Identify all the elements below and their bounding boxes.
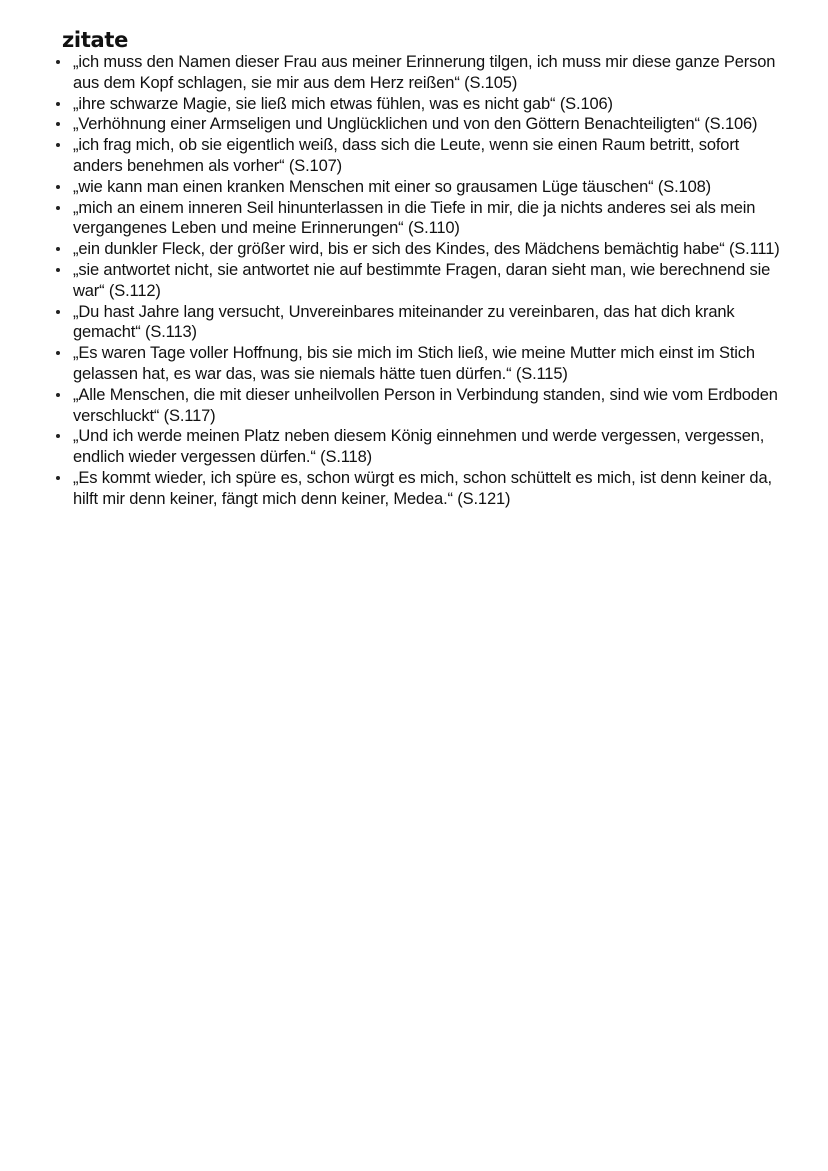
- bullet-icon: [56, 102, 60, 106]
- bullet-icon: [56, 122, 60, 126]
- list-item: [56, 52, 786, 94]
- list-item: [56, 239, 786, 260]
- bullet-icon: [56, 60, 60, 64]
- bullet-icon: [56, 393, 60, 397]
- page-title: zitate: [62, 28, 129, 52]
- list-item: [56, 343, 786, 385]
- list-item: [56, 177, 786, 198]
- list-item: [56, 385, 786, 427]
- bullet-icon: [56, 351, 60, 355]
- quote-text: „Es kommt wieder, ich spüre es, schon würgt es mich, schon schüttelt es mich, ist denn keiner da, hilft mir denn keiner, fängt mich denn keiner, Medea.“ (S.121): [73, 468, 772, 508]
- list-item: [56, 426, 786, 468]
- list-item: [56, 114, 786, 135]
- bullet-icon: [56, 268, 60, 272]
- quote-text: „Du hast Jahre lang versucht, Unvereinbares miteinander zu vereinbaren, das hat dich krank gemacht“ (S.113): [73, 302, 735, 342]
- quote-list: [56, 52, 786, 510]
- list-item: [56, 94, 786, 115]
- quote-text: „Verhöhnung einer Armseligen und Unglücklichen und von den Göttern Benachteiligten“ (S.106): [73, 115, 758, 134]
- list-item: [56, 135, 786, 177]
- list-item: [56, 198, 786, 240]
- bullet-icon: [56, 434, 60, 438]
- bullet-icon: [56, 206, 60, 210]
- quote-text: „Es waren Tage voller Hoffnung, bis sie mich im Stich ließ, wie meine Mutter mich einst im Stich gelassen hat, es war das, was sie niemals hätte tuen dürfen.“ (S.115): [73, 344, 755, 383]
- quote-text: „Alle Menschen, die mit dieser unheilvollen Person in Verbindung standen, sind wie vom Erdboden verschluckt“ (S.117): [73, 385, 778, 425]
- bullet-icon: [56, 143, 60, 147]
- quote-text: „ihre schwarze Magie, sie ließ mich etwas fühlen, was es nicht gab“ (S.106): [73, 94, 613, 113]
- bullet-icon: [56, 310, 60, 314]
- quote-text: „mich an einem inneren Seil hinunterlassen in die Tiefe in mir, die ja nichts anderes sei als mein vergangenes Leben und meine Erinnerungen“ (S.110): [73, 198, 756, 238]
- quote-text: „wie kann man einen kranken Menschen mit einer so grausamen Lüge täuschen“ (S.108): [73, 177, 711, 196]
- list-item: [56, 302, 786, 344]
- list-item: [56, 260, 786, 302]
- quote-text: „sie antwortet nicht, sie antwortet nie auf bestimmte Fragen, daran sieht man, wie berechnend sie war“ (S.112): [73, 260, 771, 300]
- quote-text: „ich muss den Namen dieser Frau aus meiner Erinnerung tilgen, ich muss mir diese ganze Person aus dem Kopf schlagen, sie mir aus dem Herz reißen“ (S.105): [73, 53, 776, 92]
- bullet-icon: [56, 185, 60, 189]
- bullet-icon: [56, 247, 60, 251]
- quote-text: „ich frag mich, ob sie eigentlich weiß, dass sich die Leute, wenn sie einen Raum betritt, sofort anders benehmen als vorher“ (S.107): [73, 136, 740, 175]
- quote-text: „ein dunkler Fleck, der größer wird, bis er sich des Kindes, des Mädchens bemächtig habe“ (S.111): [73, 240, 780, 259]
- list-item: [56, 468, 786, 510]
- bullet-icon: [56, 476, 60, 480]
- quote-text: „Und ich werde meinen Platz neben diesem König einnehmen und werde vergessen, vergessen, endlich wieder vergessen dürfen.“ (S.118): [73, 427, 765, 467]
